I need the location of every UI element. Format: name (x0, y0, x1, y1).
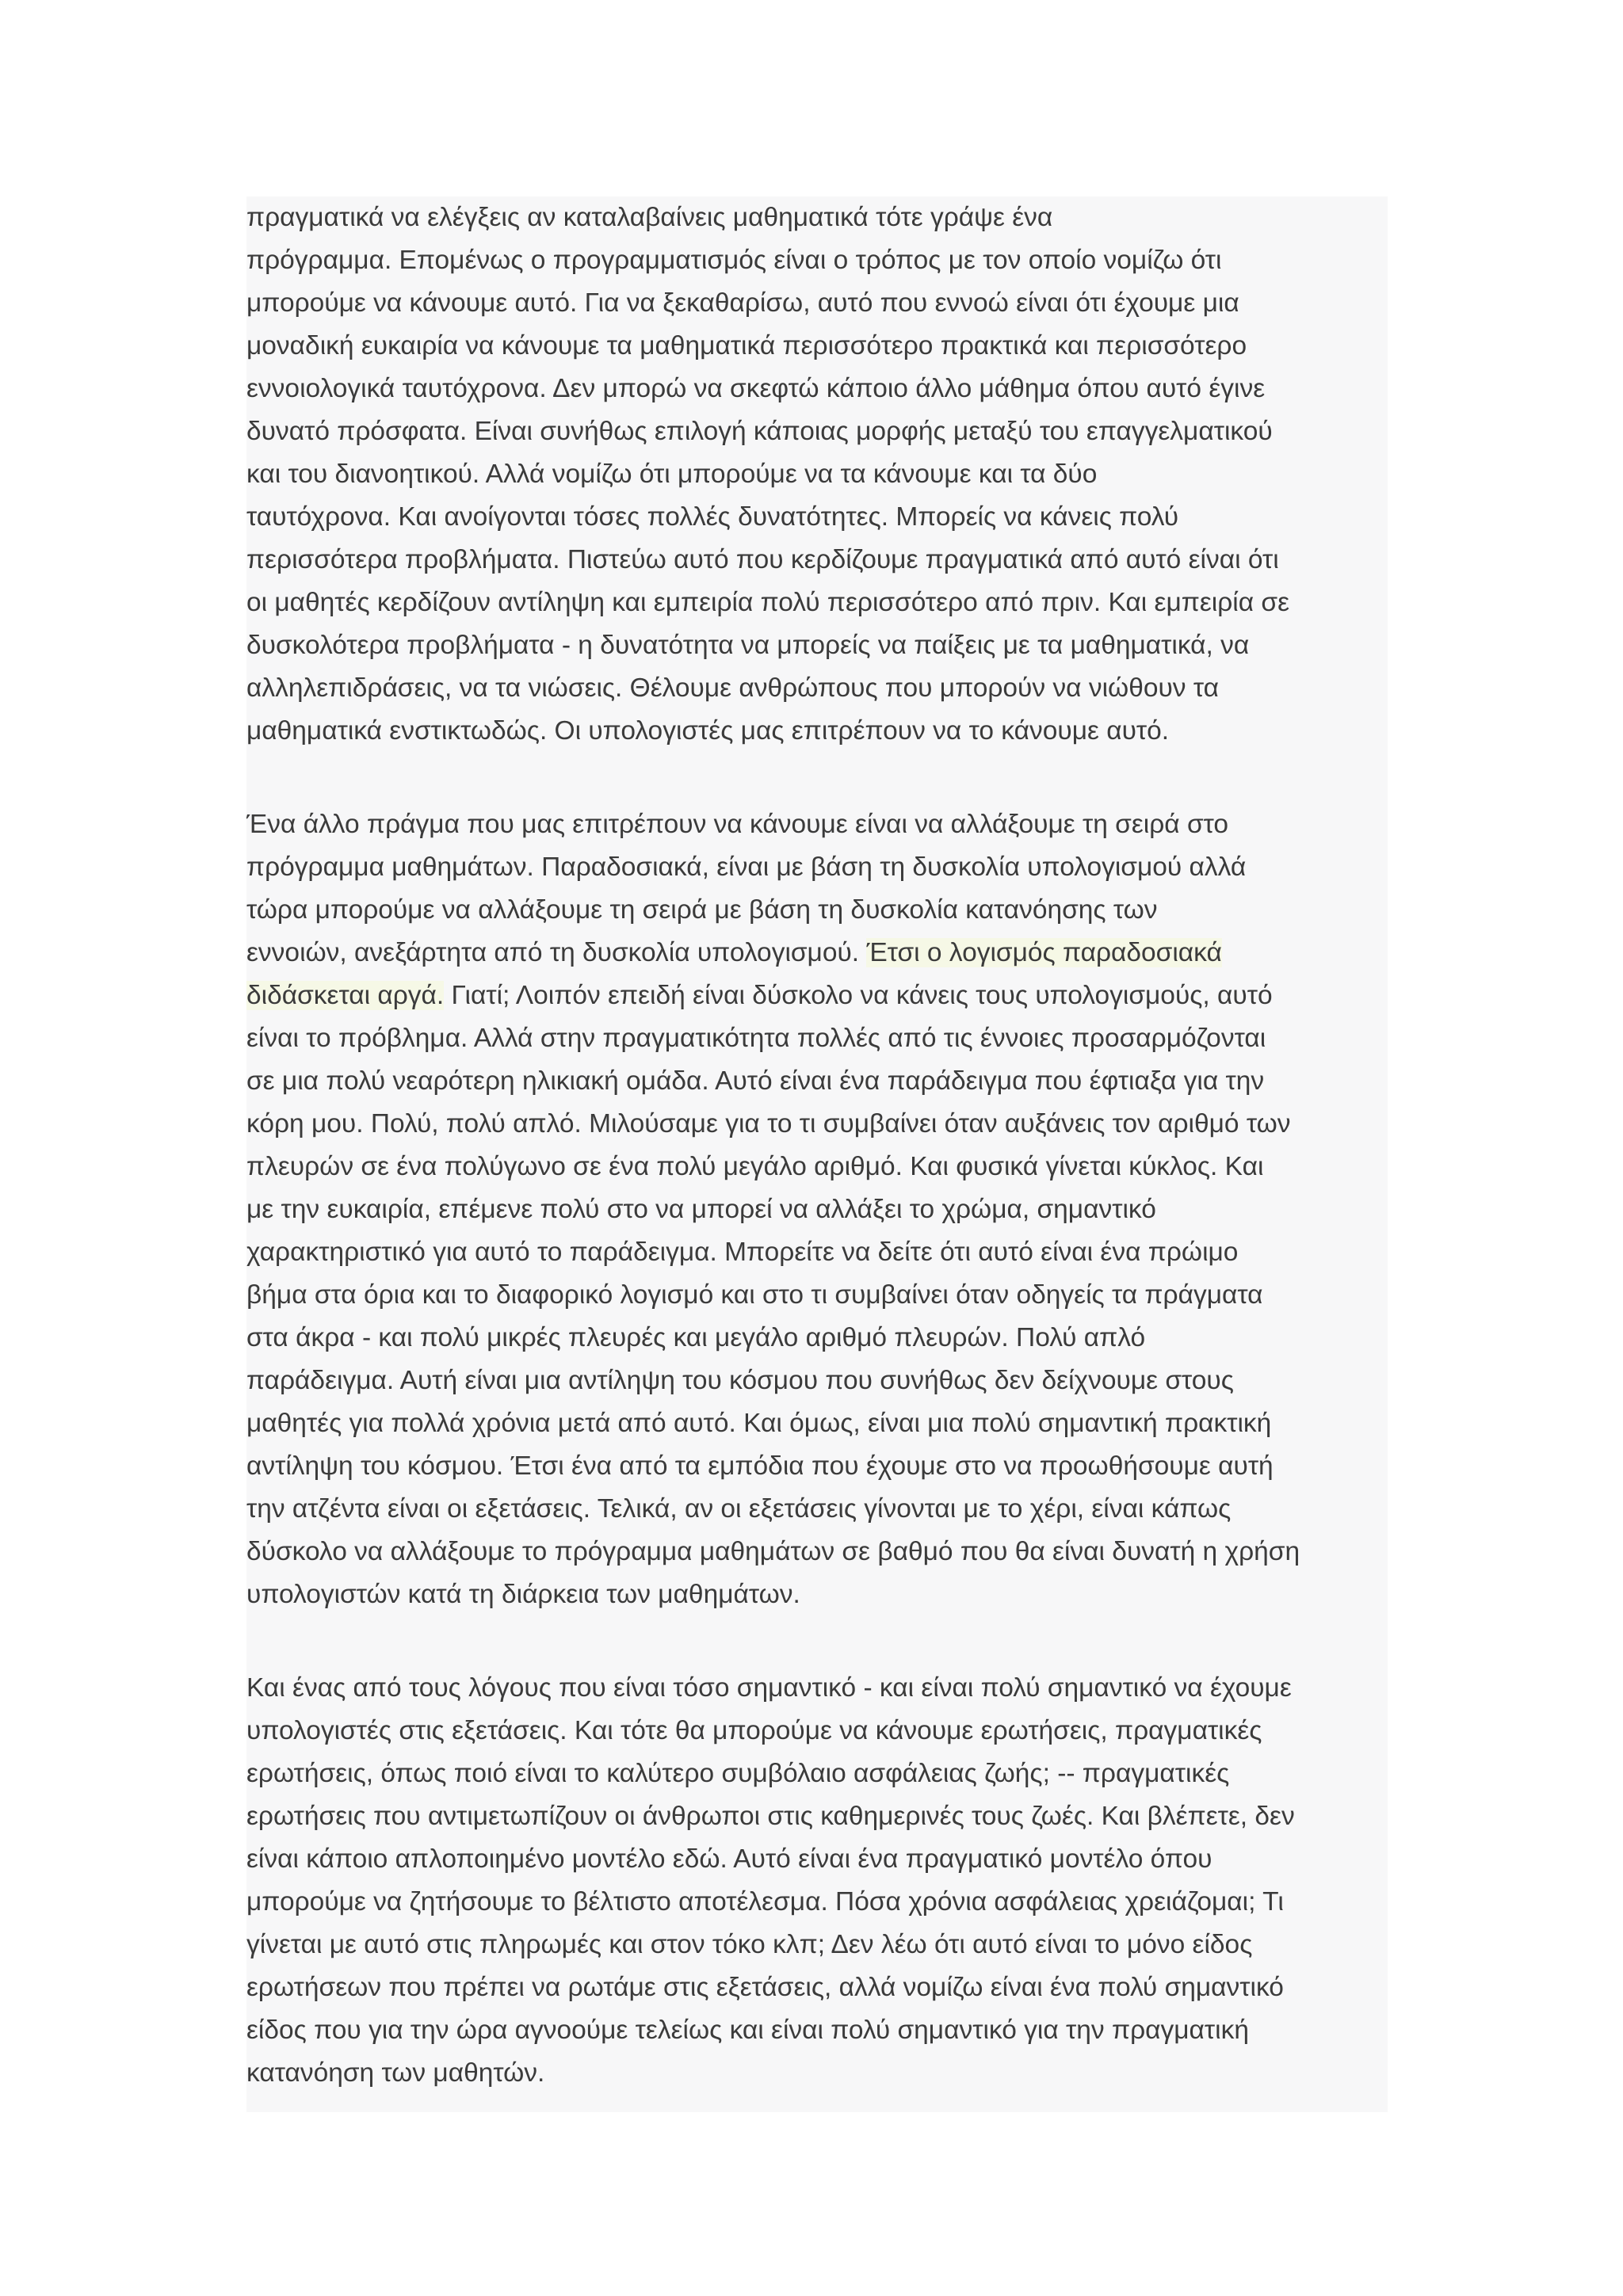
text-line: μαθηματικά ενστικτωδώς. Οι υπολογιστές μας επιτρέπουν να το κάνουμε αυτό. (246, 716, 1170, 746)
text-line: βήμα στα όρια και το διαφορικό λογισμό και στο τι συμβαίνει όταν οδηγείς τα πράγματα (246, 1280, 1263, 1310)
text-line: πλευρών σε ένα πολύγωνο σε ένα πολύ μεγάλο αριθμό. Και φυσικά γίνεται κύκλος. Και (246, 1152, 1264, 1181)
text-line: τώρα μπορούμε να αλλάξουμε τη σειρά με βάση τη δυσκολία κατανόησης των (246, 895, 1158, 925)
text-line: γίνεται με αυτό στις πληρωμές και στον τόκο κλπ; Δεν λέω ότι αυτό είναι το μόνο είδος (246, 1930, 1253, 1959)
text-line: υπολογιστών κατά τη διάρκεια των μαθημάτων. (246, 1580, 800, 1609)
text-line: ερωτήσεις, όπως ποιό είναι το καλύτερο συμβόλαιο ασφάλειας ζωής; -- πραγματικές (246, 1759, 1230, 1788)
paragraph-3 (246, 1667, 1388, 2095)
text-line: δυσκολότερα προβλήματα - η δυνατότητα να μπορείς να παίξεις με τα μαθηματικά, να (246, 631, 1250, 660)
text-line: μπορούμε να κάνουμε αυτό. Για να ξεκαθαρίσω, αυτό που εννοώ είναι ότι έχουμε μια (246, 288, 1239, 318)
text-line: δυνατό πρόσφατα. Είναι συνήθως επιλογή κάποιας μορφής μεταξύ του επαγγελματικού (246, 417, 1273, 446)
text-line: είδος που για την ώρα αγνοούμε τελείως και είναι πολύ σημαντικό για την πραγματική (246, 2016, 1249, 2045)
text-line: μοναδική ευκαιρία να κάνουμε τα μαθηματικά περισσότερο πρακτικά και περισσότερο (246, 331, 1247, 360)
highlighted-text: διδάσκεται αργά. (246, 981, 445, 1010)
text-line: αντίληψη του κόσμου. Έτσι ένα από τα εμπόδια που έχουμε στο να προωθήσουμε αυτή (246, 1451, 1274, 1481)
text-line (246, 974, 1388, 1017)
text-line: χαρακτηριστικό για αυτό το παράδειγμα. Μπορείτε να δείτε ότι αυτό είναι ένα πρώιμο (246, 1238, 1239, 1267)
paragraph-gap (246, 1616, 1388, 1667)
highlighted-text: Έτσι ο λογισμός παραδοσιακά (866, 938, 1222, 967)
text-line: αλληλεπιδράσεις, να τα νιώσεις. Θέλουμε ανθρώπους που μπορούν να νιώθουν τα (246, 673, 1219, 703)
text-line: Και ένας από τους λόγους που είναι τόσο σημαντικό - και είναι πολύ σημαντικό να έχουμε (246, 1673, 1292, 1703)
text-line: με την ευκαιρία, επέμενε πολύ στο να μπορεί να αλλάξει το χρώμα, σημαντικό (246, 1195, 1156, 1224)
text-line: κόρη μου. Πολύ, πολύ απλό. Μιλούσαμε για το τι συμβαίνει όταν αυξάνεις τον αριθμό των (246, 1109, 1291, 1138)
text-line: ερωτήσεις που αντιμετωπίζουν οι άνθρωποι στις καθημερινές τους ζωές. Και βλέπετε, δεν (246, 1802, 1295, 1831)
text-line: την ατζέντα είναι οι εξετάσεις. Τελικά, αν οι εξετάσεις γίνονται με το χέρι, είναι κάπως (246, 1494, 1232, 1524)
text-line: στα άκρα - και πολύ μικρές πλευρές και μεγάλο αριθμό πλευρών. Πολύ απλό (246, 1323, 1146, 1352)
text-line: παράδειγμα. Αυτή είναι μια αντίληψη του κόσμου που συνήθως δεν δείχνουμε στους (246, 1366, 1234, 1395)
text-line: δύσκολο να αλλάξουμε το πρόγραμμα μαθημάτων σε βαθμό που θα είναι δυνατή η χρήση (246, 1537, 1300, 1566)
text-line (246, 932, 1388, 974)
text-line: ερωτήσεων που πρέπει να ρωτάμε στις εξετάσεις, αλλά νομίζω είναι ένα πολύ σημαντικό (246, 1973, 1284, 2002)
text-line: περισσότερα προβλήματα. Πιστεύω αυτό που κερδίζουμε πραγματικά από αυτό είναι ότι (246, 545, 1279, 574)
text-segment: Γιατί; Λοιπόν επειδή είναι δύσκολο να κάνεις τους υπολογισμούς, αυτό (444, 981, 1273, 1010)
text-line: εννοιολογικά ταυτόχρονα. Δεν μπορώ να σκεφτώ κάποιο άλλο μάθημα όπου αυτό έγινε (246, 374, 1266, 403)
text-line: πρόγραμμα μαθημάτων. Παραδοσιακά, είναι με βάση τη δυσκολία υπολογισμού αλλά (246, 852, 1247, 882)
text-block (246, 196, 1388, 2112)
text-line: μπορούμε να ζητήσουμε το βέλτιστο αποτέλεσμα. Πόσα χρόνια ασφάλειας χρειάζομαι; Τι (246, 1887, 1284, 1917)
paragraph-gap (246, 753, 1388, 803)
text-line: κατανόηση των μαθητών. (246, 2058, 545, 2088)
text-line: πρόγραμμα. Επομένως ο προγραμματισμός είναι ο τρόπος με τον οποίο νομίζω ότι (246, 246, 1222, 275)
text-line: και του διανοητικού. Αλλά νομίζω ότι μπορούμε να τα κάνουμε και τα δύο (246, 460, 1098, 489)
text-line: πραγματικά να ελέγξεις αν καταλαβαίνεις μαθηματικά τότε γράψε ένα (246, 203, 1053, 232)
text-line: υπολογιστές στις εξετάσεις. Και τότε θα μπορούμε να κάνουμε ερωτήσεις, πραγματικές (246, 1716, 1262, 1745)
paragraph-2 (246, 803, 1388, 1616)
text-line: είναι το πρόβλημα. Αλλά στην πραγματικότητα πολλές από τις έννοιες προσαρμόζονται (246, 1024, 1266, 1053)
text-line: σε μια πολύ νεαρότερη ηλικιακή ομάδα. Αυτό είναι ένα παράδειγμα που έφτιαξα για την (246, 1066, 1265, 1096)
text-line: Ένα άλλο πράγμα που μας επιτρέπουν να κάνουμε είναι να αλλάξουμε τη σειρά στο (246, 810, 1229, 839)
text-line: οι μαθητές κερδίζουν αντίληψη και εμπειρία πολύ περισσότερο από πριν. Και εμπειρία σε (246, 588, 1290, 617)
text-segment: εννοιών, ανεξάρτητα από τη δυσκολία υπολογισμού. (246, 938, 867, 967)
text-line: μαθητές για πολλά χρόνια μετά από αυτό. Και όμως, είναι μια πολύ σημαντική πρακτική (246, 1409, 1272, 1438)
paragraph-1 (246, 196, 1388, 753)
text-line: είναι κάποιο απλοποιημένο μοντέλο εδώ. Αυτό είναι ένα πραγματικό μοντέλο όπου (246, 1844, 1212, 1874)
text-line: ταυτόχρονα. Και ανοίγονται τόσες πολλές δυνατότητες. Μπορείς να κάνεις πολύ (246, 502, 1179, 532)
